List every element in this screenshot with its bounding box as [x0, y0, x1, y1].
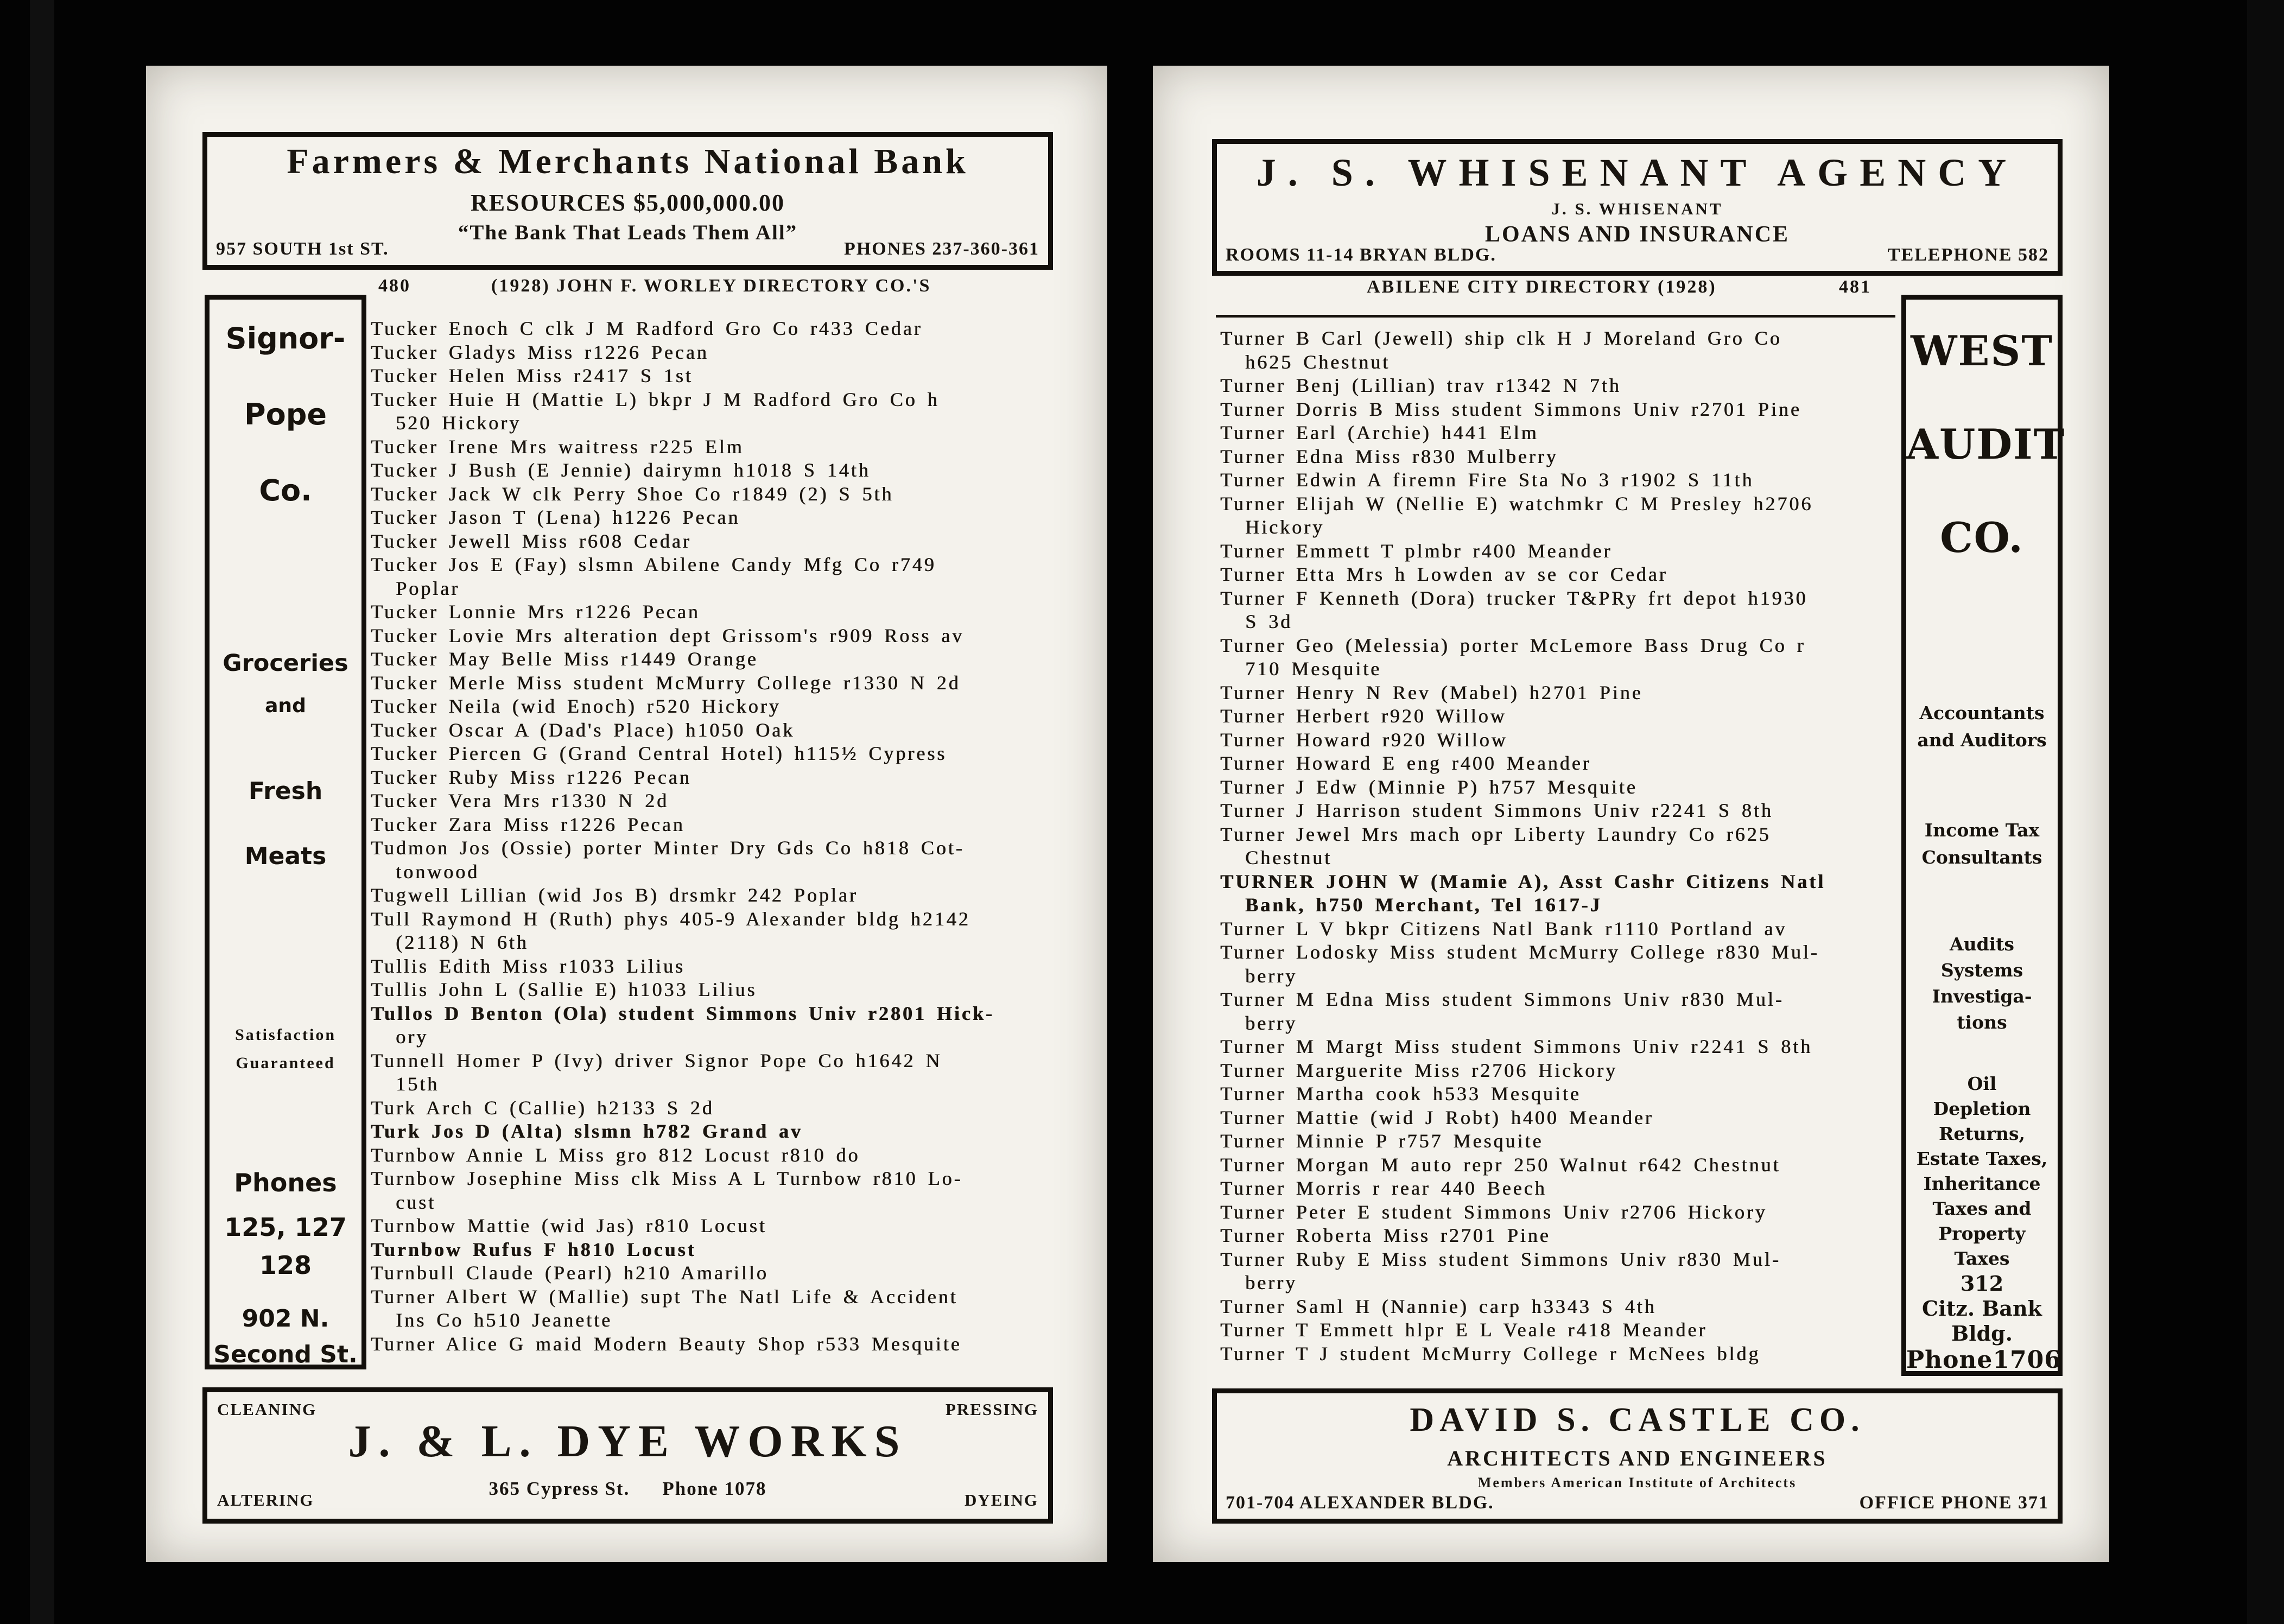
directory-entry-line: Tullos D Benton (Ola) student Simmons Univ r2801 Hick-	[371, 1002, 994, 1024]
directory-entry-line: Turner Lodosky Miss student McMurry College r830 Mul-	[1220, 941, 1819, 963]
directory-entry-line: berry	[1245, 965, 1297, 987]
page-left-480	[146, 66, 1107, 1562]
directory-entry-line: Tucker Gladys Miss r1226 Pecan	[371, 341, 709, 363]
directory-entry-line: Tucker Neila (wid Enoch) r520 Hickory	[371, 695, 781, 717]
ad-signor-pope-line: 902 N.	[242, 1305, 329, 1333]
directory-entry-line: Tucker J Bush (E Jennie) dairymn h1018 S 14th	[371, 459, 871, 481]
ad-signor-pope-line: Groceries	[223, 650, 348, 677]
ad-castle-address: 701-704 ALEXANDER BLDG.	[1226, 1493, 1494, 1513]
ad-west-audit-line: Citz. Bank	[1922, 1296, 2042, 1321]
directory-entry-line: Turk Arch C (Callie) h2133 S 2d	[371, 1096, 714, 1119]
directory-entry-line: Turner Morgan M auto repr 250 Walnut r642 Chestnut	[1220, 1153, 1781, 1176]
directory-column-left	[371, 317, 1065, 1356]
ad-signor-pope-line: Phones	[234, 1168, 337, 1197]
ad-west-audit-line: and Auditors	[1917, 729, 2047, 751]
header-rule	[1216, 315, 1895, 318]
ad-signor-pope-line: Second St.	[213, 1341, 358, 1368]
ad-west-audit-line: Property	[1938, 1223, 2026, 1244]
ad-west-audit-line: Estate Taxes,	[1916, 1148, 2048, 1169]
directory-entry-line: Turnbow Rufus F h810 Locust	[371, 1238, 696, 1260]
ad-dye-phone: Phone 1078	[662, 1478, 767, 1499]
directory-entry-line: Tucker Piercen G (Grand Central Hotel) h115½ Cypress	[371, 743, 947, 764]
ad-bank-slogan: “The Bank That Leads Them All”	[458, 221, 798, 244]
directory-entry-line: Turner Henry N Rev (Mabel) h2701 Pine	[1220, 681, 1643, 703]
directory-entry-line: Turner F Kenneth (Dora) trucker T&PRy frt depot h1930	[1220, 587, 1808, 609]
ad-west-audit-line: Phone1706	[1906, 1346, 2061, 1374]
page-number-480: 480	[378, 276, 411, 296]
ad-castle-phone: OFFICE PHONE 371	[1859, 1493, 2049, 1513]
ad-signor-pope-line: Fresh	[248, 777, 323, 805]
directory-entry-line: Turner L V bkpr Citizens Natl Bank r1110 Portland av	[1220, 917, 1787, 940]
directory-entry-line: Turner Martha cook h533 Mesquite	[1220, 1083, 1581, 1105]
directory-entry-line: Turner Edwin A firemn Fire Sta No 3 r1902 S 11th	[1220, 469, 1754, 491]
directory-entry-line: Turner M Edna Miss student Simmons Univ r830 Mul-	[1220, 988, 1784, 1010]
ad-whisenant-services: LOANS AND INSURANCE	[1484, 222, 1790, 247]
directory-entry-line: berry	[1245, 1272, 1297, 1293]
directory-entry-line: Tucker Helen Miss r2417 S 1st	[371, 365, 693, 386]
directory-entry-line: Tucker Ruby Miss r1226 Pecan	[371, 766, 691, 788]
directory-entry-line: Tucker Vera Mrs r1330 N 2d	[371, 790, 669, 811]
directory-entry-line: Turk Jos D (Alta) slsmn h782 Grand av	[371, 1120, 803, 1142]
ad-west-audit-line: Income Tax	[1924, 820, 2040, 841]
directory-entry-line: Turner Geo (Melessia) porter McLemore Bass Drug Co r	[1220, 634, 1806, 656]
directory-entry-line: Tucker Jack W clk Perry Shoe Co r1849 (2) S 5th	[371, 483, 894, 505]
directory-entry-line: Tucker Merle Miss student McMurry College r1330 N 2d	[371, 671, 961, 694]
ad-whisenant-telephone: TELEPHONE 582	[1887, 245, 2049, 265]
directory-entry-line: Turner Elijah W (Nellie E) watchmkr C M Presley h2706	[1220, 492, 1813, 515]
directory-entry-line: Tucker Jason T (Lena) h1226 Pecan	[371, 506, 740, 528]
ad-west-audit-line: Bldg.	[1951, 1321, 2013, 1346]
ad-signor-pope-line: and	[265, 695, 306, 717]
ad-farmers-merchants-bank	[202, 132, 1053, 270]
ad-jl-dye-works	[202, 1387, 1053, 1524]
scan-edge-strip-right	[2247, 0, 2284, 1624]
ad-castle-title: DAVID S. CASTLE CO.	[1410, 1401, 1865, 1438]
ad-whisenant-name: J. S. WHISENANT	[1551, 199, 1723, 218]
ad-west-audit-line: Audits	[1949, 934, 2015, 955]
ad-west-audit-line: CO.	[1940, 513, 2024, 562]
directory-entry-line: Tucker Irene Mrs waitress r225 Elm	[371, 435, 744, 458]
ad-west-audit-line: Consultants	[1921, 847, 2042, 868]
directory-entry-line: Turnbow Josephine Miss clk Miss A L Turnbow r810 Lo-	[371, 1168, 963, 1189]
ad-signor-pope-line: 125, 127	[224, 1213, 347, 1242]
directory-entry-line: Tunnell Homer P (Ivy) driver Signor Pope Co h1642 N	[371, 1049, 942, 1071]
running-head-right	[1220, 277, 1893, 301]
directory-entry-line: Turner J Edw (Minnie P) h757 Mesquite	[1220, 776, 1638, 798]
directory-entry-line: Tucker Zara Miss r1226 Pecan	[371, 813, 685, 835]
directory-entry-line: Turner Dorris B Miss student Simmons Univ r2701 Pine	[1220, 398, 1801, 420]
directory-entry-line: Poplar	[396, 577, 460, 599]
ad-signor-pope-line: Meats	[244, 842, 327, 870]
ad-signor-pope-line: Satisfaction	[235, 1026, 336, 1044]
directory-entry-line: Turner Howard E eng r400 Meander	[1220, 752, 1591, 774]
directory-entry-line: Turner Jewel Mrs mach opr Liberty Laundry Co r625	[1220, 823, 1771, 845]
directory-entry-line: Turner Marguerite Miss r2706 Hickory	[1220, 1059, 1617, 1081]
directory-entry-line: Tullis Edith Miss r1033 Lilius	[371, 955, 685, 977]
directory-entry-line: Turner Earl (Archie) h441 Elm	[1220, 422, 1539, 443]
running-head-right-title: ABILENE CITY DIRECTORY (1928)	[1367, 277, 1717, 297]
ad-west-audit-line: Accountants	[1919, 702, 2045, 724]
directory-entry-line: Turner Albert W (Mallie) supt The Natl Life & Accident	[371, 1285, 958, 1308]
ad-whisenant-rooms: ROOMS 11-14 BRYAN BLDG.	[1226, 245, 1496, 265]
directory-entry-line: Turnbull Claude (Pearl) h210 Amarillo	[371, 1262, 769, 1284]
directory-entry-line: Turner T J student McMurry College r McNees bldg	[1220, 1342, 1761, 1365]
ad-dye-address: 365 Cypress St.	[488, 1478, 630, 1499]
directory-entry-line: Bank, h750 Merchant, Tel 1617-J	[1245, 894, 1602, 916]
directory-entry-line: Turner Morris r rear 440 Beech	[1220, 1177, 1547, 1199]
directory-entry-line: Turner Alice G maid Modern Beauty Shop r533 Mesquite	[371, 1333, 962, 1355]
directory-entry-line: Turner B Carl (Jewell) ship clk H J Moreland Gro Co	[1220, 327, 1782, 349]
ad-dye-dyeing: DYEING	[964, 1490, 1038, 1509]
directory-entry-line: Tucker Enoch C clk J M Radford Gro Co r433 Cedar	[371, 318, 923, 339]
ad-west-audit-line: Inheritance	[1923, 1173, 2041, 1194]
ad-dye-cleaning: CLEANING	[217, 1400, 317, 1419]
directory-entry-line: Turner Etta Mrs h Lowden av se cor Cedar	[1220, 563, 1668, 585]
ad-signor-pope-line: Guaranteed	[236, 1054, 335, 1072]
ad-dye-altering: ALTERING	[217, 1490, 314, 1509]
ad-west-audit-line: Systems	[1940, 960, 2023, 981]
directory-entry-line: Turner Minnie P r757 Mesquite	[1220, 1130, 1544, 1152]
ad-bank-address: 957 SOUTH 1st ST.	[216, 239, 389, 259]
ad-castle-footer	[1226, 1493, 2049, 1513]
directory-column-right	[1220, 327, 1899, 1366]
ad-dye-title: J. & L. DYE WORKS	[348, 1416, 908, 1467]
ad-bank-title: Farmers & Merchants National Bank	[287, 142, 969, 181]
directory-entry-line: Turner Mattie (wid J Robt) h400 Meander	[1220, 1106, 1654, 1128]
ad-west-audit-line: Returns,	[1938, 1123, 2026, 1144]
directory-entry-line: Turner Howard r920 Willow	[1220, 728, 1508, 751]
directory-entry-line: berry	[1245, 1012, 1297, 1034]
directory-entry-line: Turner Edna Miss r830 Mulberry	[1220, 445, 1558, 467]
ad-whisenant-agency	[1212, 139, 2063, 276]
ad-west-audit-line: tions	[1957, 1012, 2007, 1033]
directory-entry-line: Tudmon Jos (Ossie) porter Minter Dry Gds Co h818 Cot-	[371, 837, 965, 859]
directory-entry-line: Turner Ruby E Miss student Simmons Univ r830 Mul-	[1220, 1248, 1781, 1270]
ad-dye-address-phone	[207, 1478, 1048, 1500]
directory-entry-line: Tucker Lonnie Mrs r1226 Pecan	[371, 601, 700, 623]
directory-entry-line: Turner Saml H (Nannie) carp h3343 S 4th	[1220, 1295, 1657, 1317]
directory-entry-line: tonwood	[396, 860, 479, 883]
directory-entry-line: h625 Chestnut	[1245, 351, 1391, 373]
directory-entry-line: Hickory	[1245, 516, 1324, 538]
directory-entry-line: Tucker Huie H (Mattie L) bkpr J M Radford Gro Co h	[371, 388, 940, 410]
directory-entry-line: 15th	[396, 1073, 440, 1095]
ad-west-audit-line: AUDIT	[1906, 420, 2066, 468]
directory-entry-line: Turner Roberta Miss r2701 Pine	[1220, 1225, 1551, 1246]
ad-signor-pope-line: Signor-	[225, 321, 346, 356]
ad-david-castle	[1212, 1388, 2063, 1524]
directory-entry-line: Turnbow Annie L Miss gro 812 Locust r810 do	[371, 1144, 860, 1166]
ad-bank-footer	[216, 239, 1039, 259]
page-right-481	[1153, 66, 2109, 1562]
directory-entry-line: Tucker Lovie Mrs alteration dept Grissom's r909 Ross av	[371, 624, 965, 646]
ad-west-audit-line: WEST	[1911, 327, 2053, 375]
directory-entry-line: Turner Peter E student Simmons Univ r2706 Hickory	[1220, 1201, 1767, 1223]
ad-bank-phones: PHONES 237-360-361	[844, 239, 1039, 259]
ad-dye-pressing: PRESSING	[945, 1400, 1038, 1419]
directory-entry-line: (2118) N 6th	[396, 931, 529, 953]
ad-castle-members: Members American Institute of Architects	[1477, 1475, 1797, 1490]
directory-entry-line: Turner T Emmett hlpr E L Veale r418 Meander	[1220, 1319, 1708, 1341]
ad-west-audit-line: Investiga-	[1932, 986, 2032, 1007]
ad-west-audit-line: Oil	[1967, 1073, 1997, 1094]
scan-edge-strip-left	[30, 0, 54, 1624]
directory-entry-line: 520 Hickory	[396, 412, 521, 434]
directory-entry-line: Tucker Oscar A (Dad's Place) h1050 Oak	[371, 719, 795, 741]
directory-entry-line: Tullis John L (Sallie E) h1033 Lilius	[371, 979, 757, 1000]
directory-entry-line: Turner M Margt Miss student Simmons Univ r2241 S 8th	[1220, 1036, 1813, 1057]
directory-entry-line: Turner J Harrison student Simmons Univ r2241 S 8th	[1220, 800, 1773, 821]
directory-entry-line: Chestnut	[1245, 847, 1333, 868]
directory-entry-line: Turnbow Mattie (wid Jas) r810 Locust	[371, 1215, 767, 1236]
ad-signor-pope-line: Co.	[259, 473, 312, 507]
ad-west-audit-line: 312	[1960, 1271, 2004, 1296]
ad-bank-resources: RESOURCES $5,000,000.00	[471, 189, 785, 216]
ad-castle-services: ARCHITECTS AND ENGINEERS	[1447, 1446, 1828, 1470]
running-head-left-title: (1928) JOHN F. WORLEY DIRECTORY CO.'S	[491, 276, 931, 296]
directory-entry-line: Tucker Jos E (Fay) slsmn Abilene Candy Mfg Co r749	[371, 554, 936, 575]
ad-whisenant-title: J. S. WHISENANT AGENCY	[1256, 151, 2019, 194]
directory-entry-line: ory	[396, 1026, 428, 1048]
ad-whisenant-footer	[1226, 245, 2049, 265]
directory-entry-line: 710 Mesquite	[1245, 658, 1381, 680]
ad-signor-pope-line: Pope	[244, 397, 327, 432]
directory-entry-line: Turner Herbert r920 Willow	[1220, 705, 1507, 727]
directory-entry-line: Tugwell Lillian (wid Jos B) drsmkr 242 Poplar	[371, 884, 858, 906]
page-number-481: 481	[1839, 277, 1871, 297]
directory-entry-line: Tucker Jewell Miss r608 Cedar	[371, 530, 691, 552]
running-head-left	[371, 276, 1060, 300]
directory-entry-line: Ins Co h510 Jeanette	[396, 1309, 612, 1331]
directory-entry-line: Turner Benj (Lillian) trav r1342 N 7th	[1220, 375, 1621, 396]
directory-entry-line: Tucker May Belle Miss r1449 Orange	[371, 648, 758, 670]
ad-west-audit-line: Taxes	[1954, 1248, 2010, 1269]
ad-signor-pope	[205, 295, 366, 1369]
ad-west-audit	[1901, 295, 2066, 1376]
directory-entry-line: cust	[396, 1191, 436, 1213]
ad-signor-pope-line: 128	[259, 1251, 312, 1280]
ad-west-audit-line: Taxes and	[1932, 1198, 2032, 1219]
ad-west-audit-line: Depletion	[1933, 1098, 2031, 1119]
directory-entry-line: TURNER JOHN W (Mamie A), Asst Cashr Citizens Natl	[1220, 870, 1825, 892]
directory-entry-line: Tull Raymond H (Ruth) phys 405-9 Alexander bldg h2142	[371, 908, 970, 930]
directory-entry-line: S 3d	[1245, 611, 1293, 632]
directory-entry-line: Turner Emmett T plmbr r400 Meander	[1220, 540, 1613, 562]
